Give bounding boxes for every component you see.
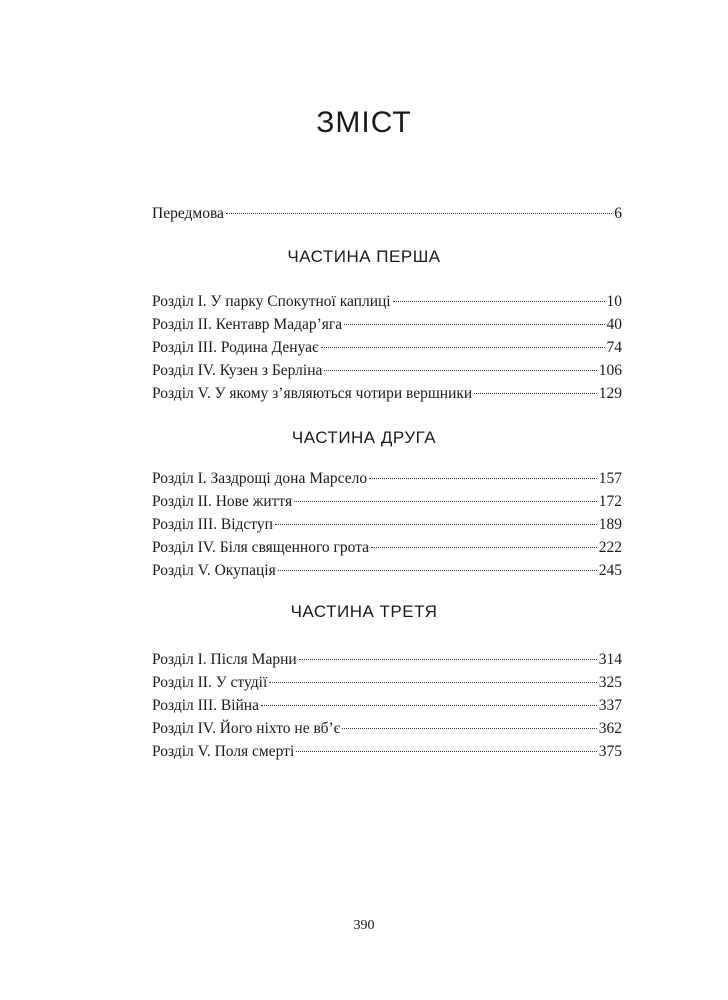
toc-entry [152, 490, 622, 513]
dot-leader [324, 370, 596, 371]
toc-entry [152, 359, 622, 382]
toc-entry [152, 313, 622, 336]
toc-entry-page: 106 [598, 362, 622, 379]
toc-entry-label: Розділ III. Родина Денуає [152, 339, 319, 356]
dot-leader [296, 751, 597, 752]
part-1-chapters [152, 290, 622, 405]
dot-leader [278, 570, 597, 571]
dot-leader [226, 213, 612, 214]
toc-entry-label: Розділ I. Заздрощі дона Марсело [152, 470, 368, 487]
part-title-3: ЧАСТИНА ТРЕТЯ [290, 602, 438, 621]
toc-entry-page: 40 [606, 316, 622, 333]
toc-entry-page: 222 [598, 539, 622, 556]
toc-entry-label: Розділ II. У студії [152, 674, 268, 691]
dot-leader [393, 301, 605, 302]
dot-leader [474, 393, 597, 394]
dot-leader [275, 524, 597, 525]
toc-entry [152, 290, 622, 313]
toc-entry-preface [152, 202, 622, 225]
part-3-chapters [152, 648, 622, 763]
dot-leader [371, 547, 597, 548]
toc-entry-label: Розділ III. Війна [152, 697, 259, 714]
toc-entry-label: Розділ I. У парку Спокутної каплиці [152, 293, 391, 310]
toc-entry-page: 157 [598, 470, 622, 487]
toc-entry-page: 6 [614, 205, 622, 222]
toc-entry-page: 375 [598, 743, 622, 760]
toc-entry [152, 536, 622, 559]
part-title-2: ЧАСТИНА ДРУГА [291, 428, 437, 447]
page-number: 390 [353, 918, 375, 933]
dot-leader [294, 501, 597, 502]
toc-entry-page: 362 [598, 720, 622, 737]
toc-entry-page: 74 [606, 339, 622, 356]
toc-entry [152, 740, 622, 763]
toc-entry-label: Розділ V. Поля смерті [152, 743, 295, 760]
toc-entry-page: 172 [598, 493, 622, 510]
part-2-chapters [152, 467, 622, 582]
dot-leader [269, 682, 596, 683]
toc-entry [152, 717, 622, 740]
toc-entry [152, 559, 622, 582]
toc-entry-page: 245 [598, 562, 622, 579]
toc-entry-label: Розділ V. У якому з’являються чотири вершники [152, 385, 473, 402]
page-title: ЗМІСТ [316, 106, 412, 140]
toc-entry [152, 467, 622, 490]
toc-entry-label: Розділ IV. Його ніхто не вб’є [152, 720, 341, 737]
toc-entry-page: 189 [598, 516, 622, 533]
toc-entry [152, 671, 622, 694]
dot-leader [369, 478, 597, 479]
toc-entry-label: Розділ I. Після Марни [152, 651, 297, 668]
toc-entry [152, 694, 622, 717]
toc-entry [152, 513, 622, 536]
toc-entry-label: Розділ II. Нове життя [152, 493, 293, 510]
toc-entry [152, 336, 622, 359]
preface-list [152, 202, 622, 225]
dot-leader [261, 705, 597, 706]
part-title-1: ЧАСТИНА ПЕРША [287, 247, 441, 266]
toc-entry [152, 648, 622, 671]
toc-entry-label: Розділ II. Кентавр Мадар’яга [152, 316, 343, 333]
toc-entry-page: 10 [606, 293, 622, 310]
toc-entry-label: Розділ III. Відступ [152, 516, 273, 533]
dot-leader [321, 347, 605, 348]
toc-entry-label: Розділ IV. Біля священного грота [152, 539, 370, 556]
dot-leader [342, 728, 596, 729]
toc-entry-page: 337 [598, 697, 622, 714]
toc-entry [152, 382, 622, 405]
toc-entry-page: 325 [598, 674, 622, 691]
toc-entry-label: Передмова [152, 205, 224, 222]
dot-leader [299, 659, 597, 660]
toc-entry-label: Розділ V. Окупація [152, 562, 276, 579]
toc-entry-page: 129 [598, 385, 622, 402]
toc-entry-label: Розділ IV. Кузен з Берліна [152, 362, 323, 379]
dot-leader [344, 324, 604, 325]
toc-entry-page: 314 [598, 651, 622, 668]
